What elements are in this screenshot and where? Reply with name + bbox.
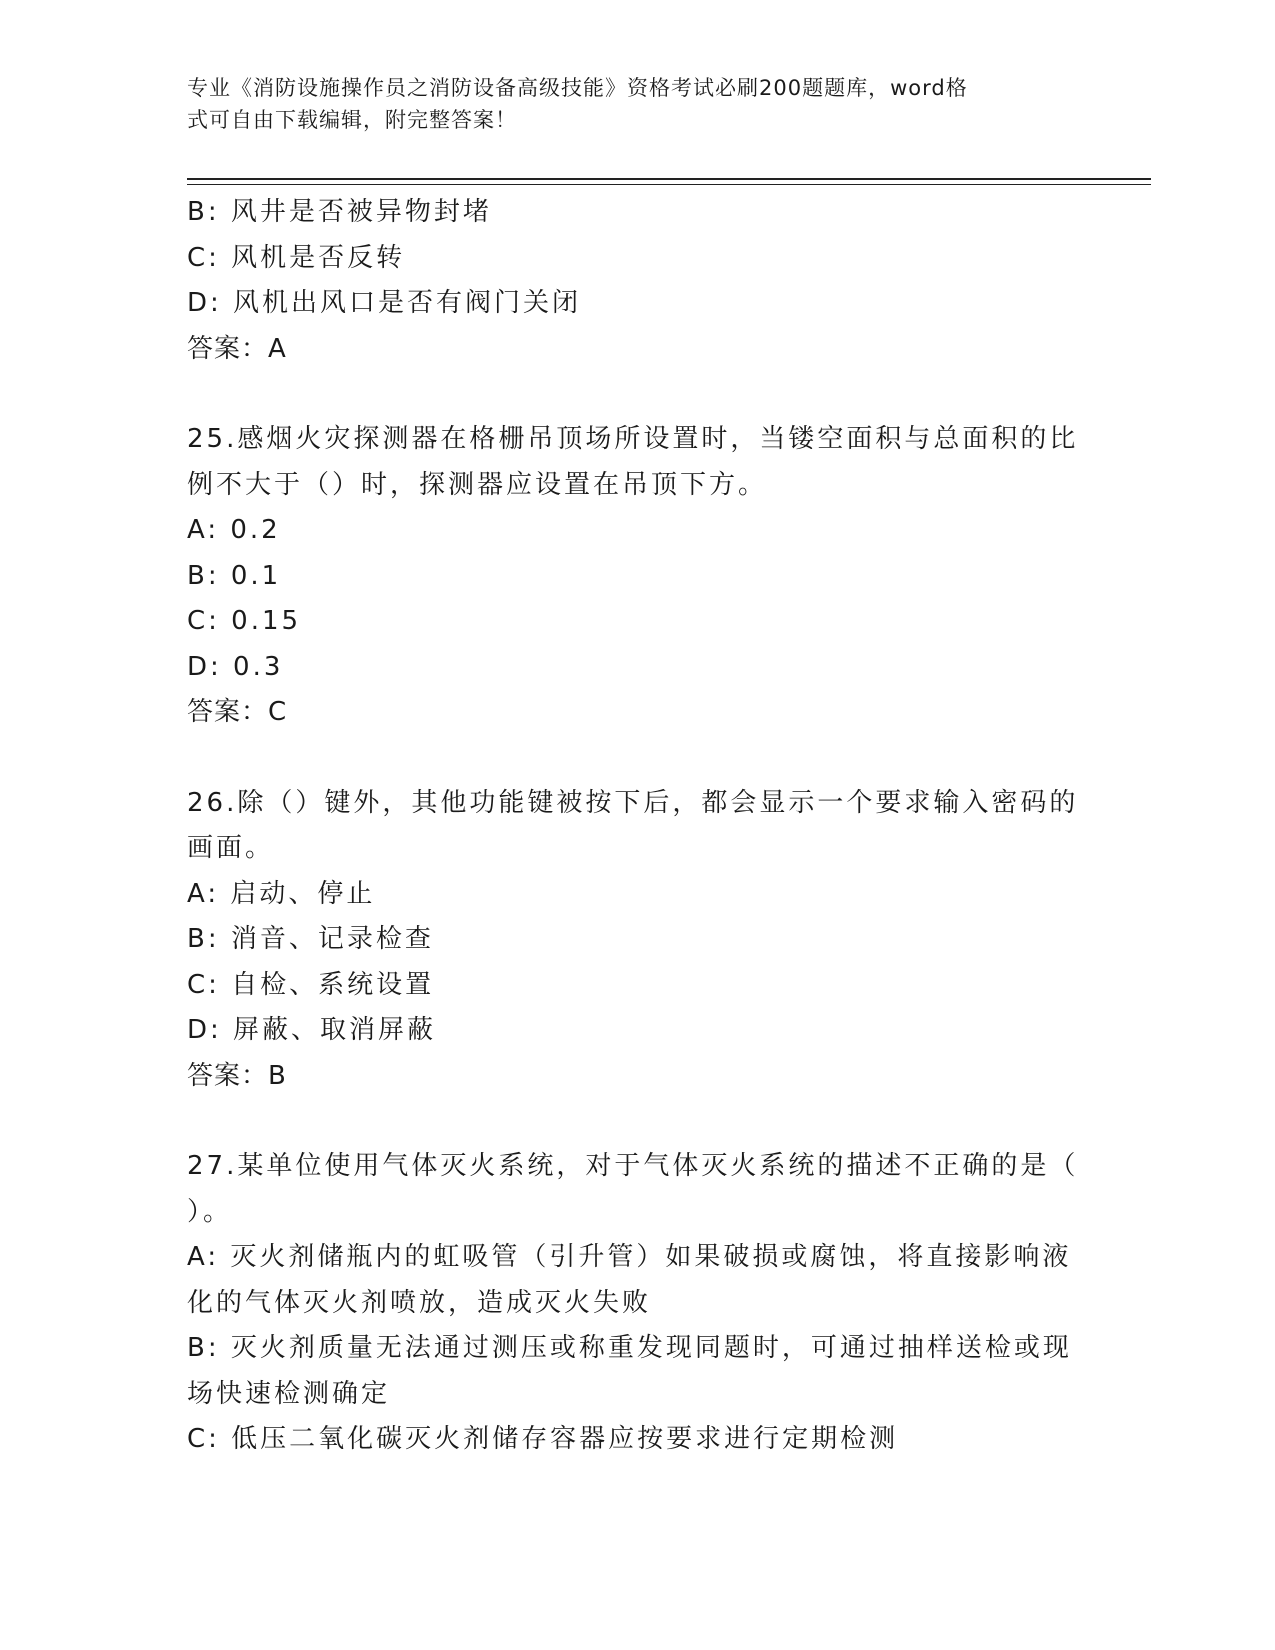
prev-answer: 答案：A (187, 333, 287, 364)
q26-option-b: B: 消音、记录检查 (187, 924, 434, 954)
prev-option-b: B: 风井是否被异物封堵 (187, 197, 492, 227)
q27-option-b-line-2: 场快速检测确定 (187, 1378, 391, 1409)
q25-stem-line-1: 25.感烟火灾探测器在格栅吊顶场所设置时，当镂空面积与总面积的比 (187, 424, 1079, 454)
q25-option-a: A: 0.2 (187, 515, 281, 545)
document-header (187, 72, 1067, 136)
q25-option-d: D: 0.3 (187, 651, 284, 682)
header-divider-thick (187, 178, 1151, 180)
q26-stem-line-1: 26.除（）键外，其他功能键被按下后，都会显示一个要求输入密码的 (187, 787, 1079, 818)
q25-option-b: B: 0.1 (187, 560, 282, 591)
q26-option-c: C: 自检、系统设置 (187, 969, 435, 1000)
q26-stem-line-2: 画面。 (187, 833, 275, 863)
q27-option-a-line-2: 化的气体灭火剂喷放，造成灭火失败 (187, 1287, 652, 1318)
q27-option-b-line-1: B: 灭火剂质量无法通过测压或称重发现同题时，可通过抽样送检或现 (187, 1333, 1072, 1363)
prev-option-c: C: 风机是否反转 (187, 242, 406, 273)
q27-stem-line-2: ）。 (187, 1196, 233, 1227)
q27-option-c: C: 低压二氧化碳灭火剂储存容器应按要求进行定期检测 (187, 1424, 899, 1454)
question-content (187, 190, 1077, 1463)
q25-option-c: C: 0.15 (187, 606, 302, 636)
q27-option-a-line-1: A: 灭火剂储瓶内的虹吸管（引升管）如果破损或腐蚀，将直接影响液 (187, 1242, 1072, 1272)
q26-option-a: A: 启动、停止 (187, 878, 376, 909)
header-line-2: 式可自由下载编辑，附完整答案！ (187, 108, 517, 132)
q25-stem-line-2: 例不大于（）时，探测器应设置在吊顶下方。 (187, 469, 768, 500)
header-line-1: 专业《消防设施操作员之消防设备高级技能》资格考试必刷200题题库，word格 (187, 76, 968, 100)
q26-option-d: D: 屏蔽、取消屏蔽 (187, 1015, 437, 1045)
prev-option-d: D: 风机出风口是否有阀门关闭 (187, 288, 582, 318)
q26-answer: 答案：B (187, 1060, 287, 1091)
q27-stem-line-1: 27.某单位使用气体灭火系统，对于气体灭火系统的描述不正确的是（ (187, 1151, 1079, 1181)
header-divider-thin (187, 184, 1151, 185)
q25-answer: 答案：C (187, 697, 288, 727)
